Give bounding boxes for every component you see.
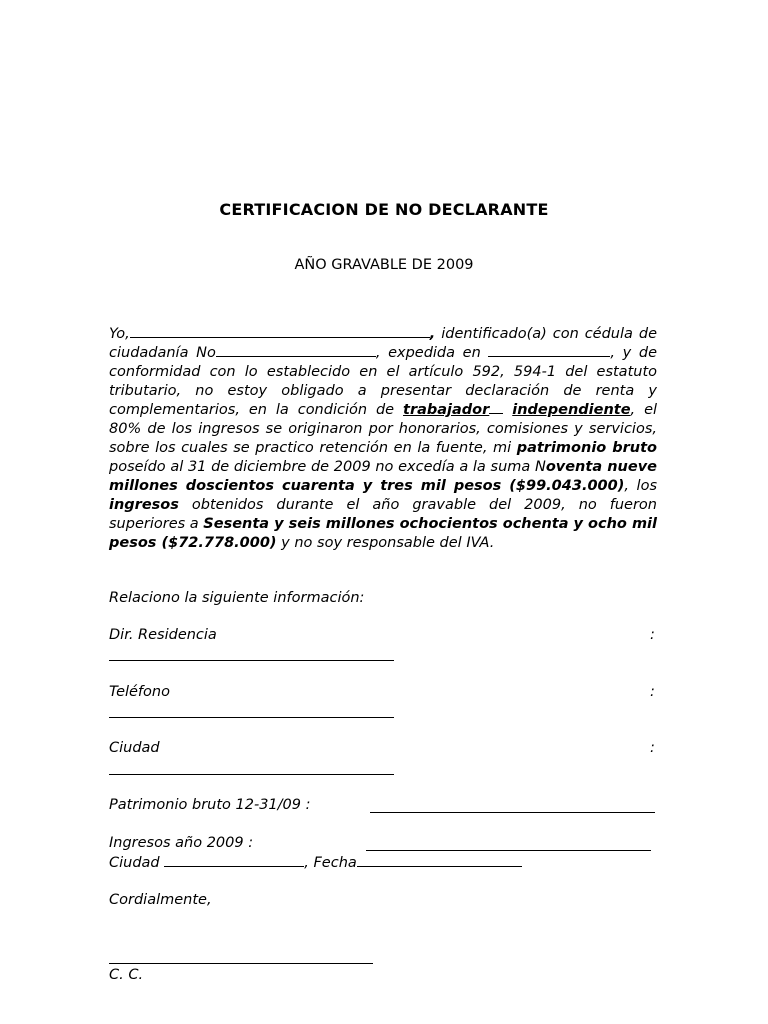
ciudad-line (109, 774, 394, 775)
cedula-blank (216, 344, 376, 357)
text-poseido: poseído al 31 de diciembre de 2009 no excedía a la suma N (109, 459, 546, 475)
telefono-label: Teléfono (109, 684, 170, 700)
name-blank (130, 325, 430, 338)
document-subtitle: AÑO GRAVABLE DE 2009 (294, 257, 474, 273)
text-identificado: identificado(a) con cédula de ciudadanía No (109, 326, 657, 361)
text-trabajador: trabajador (403, 402, 490, 418)
text-obtenidos: obtenidos durante el año gravable del 2009, no fueron superiores a (109, 497, 657, 532)
ciudad-colon: : (650, 740, 655, 756)
fecha-blank (357, 854, 522, 867)
telefono-line (109, 717, 394, 718)
text-ingresos: ingresos (109, 497, 179, 513)
document-title: CERTIFICACION DE NO DECLARANTE (219, 200, 549, 219)
text-iva: y no soy responsable del IVA. (281, 535, 495, 551)
text-conformidad: , y de conformidad con lo establecido en el artículo 592, 594-1 del estatuto tributario, no estoy obligado a presentar declaración de renta y complementarios, en la condición de (109, 345, 657, 418)
relaciono-text: Relaciono la siguiente información: (109, 590, 365, 606)
ciudad2-blank (164, 854, 304, 867)
text-expedida: , expedida en (375, 345, 481, 361)
text-los: , los (624, 478, 657, 494)
comma-bold: , (429, 326, 436, 342)
ciudad2-label: Ciudad (109, 855, 160, 871)
patrimonio-label: Patrimonio bruto 12-31/09 : (109, 797, 311, 813)
text-independiente: independiente (512, 402, 631, 418)
text-ingresos-amount: Sesenta y seis millones ochocientos ochenta y ocho mil pesos ($72.778.000) (109, 516, 657, 551)
closing-text: Cordialmente, (109, 892, 212, 908)
trabajador-blank (489, 401, 503, 414)
text-patrimonio-bruto: patrimonio bruto (516, 440, 657, 456)
ciudad-label: Ciudad (109, 740, 160, 756)
expedida-blank (488, 344, 610, 357)
ingresos-label: Ingresos año 2009 : (109, 835, 254, 851)
ciudad-fecha-row (109, 854, 522, 871)
patrimonio-line (370, 812, 655, 813)
signature-line (109, 963, 373, 964)
text-yo: Yo, (109, 326, 130, 342)
dir-residencia-label: Dir. Residencia (109, 627, 217, 643)
certification-paragraph (109, 325, 657, 553)
signature-cc: C. C. (109, 967, 144, 983)
text-ingresos-origen: , el 80% de los ingresos se originaron por honorarios, comisiones y servicios, sobre los cuales se practico retención en la fuente, mi (109, 402, 658, 456)
dir-residencia-line (109, 660, 394, 661)
text-patrimonio-amount: oventa nueve millones doscientos cuarenta y tres mil pesos ($99.043.000) (109, 459, 657, 494)
dir-residencia-colon: : (650, 627, 655, 643)
telefono-colon: : (650, 684, 655, 700)
fecha-label: , Fecha (304, 855, 357, 871)
ingresos-line (366, 850, 651, 851)
